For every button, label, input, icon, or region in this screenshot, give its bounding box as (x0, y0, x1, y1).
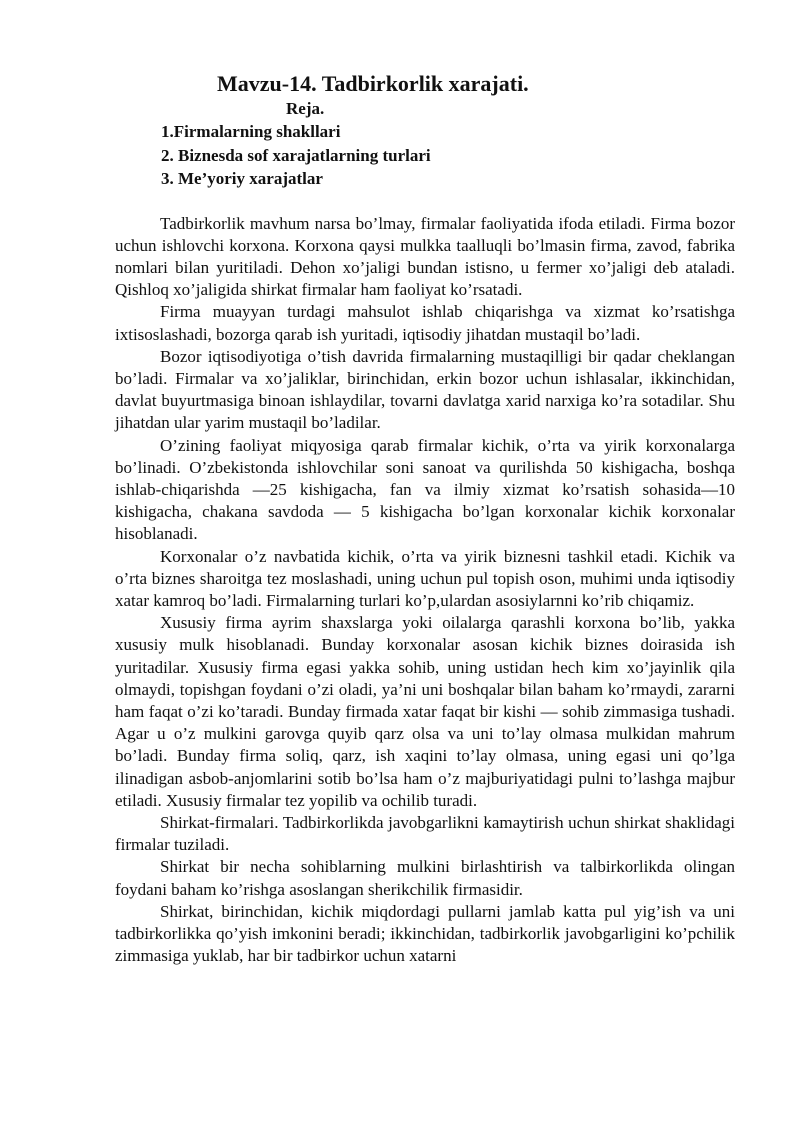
body-text (115, 213, 735, 968)
paragraph: O’zining faoliyat miqyosiga qarab firmalar kichik, o’rta va yirik korxonalarga bo’linadi. O’zbekistonda ishlovchilar soni sanoat va qurilishda 50 kishigacha, boshqa ishlab-chiqarishda —25 kishigacha, fan va ilmiy xizmat ko’rsatish sohasida—10 kishigacha, chakana savdoda — 5 kishigacha bo’lgan korxonalar kichik korxonalar hisoblanadi. (115, 435, 735, 544)
plan-item: 3. Me’yoriy xarajatlar (161, 169, 323, 188)
paragraph: Xususiy firma ayrim shaxslarga yoki oilalarga qarashli korxona bo’lib, yakka xususiy mulk hisoblanadi. Bunday korxonalar asosan kichik biznes doirasida ish yuritadilar. Xususiy firma egasi yakka sohib, uning ustidan hech kim xo’jayinlik qila olmaydi, topishgan foydani o’zi oladi, ya’ni uni boshqalar bilan baham ko’rmaydi, zararni ham faqat o’zi ko’taradi. Bunday firmada xatar faqat bir kishi — sohib zimmasiga tushadi. Agar u o’z mulkini garovga quyib qarz olsa va uni to’lay olmasa mulkidan mahrum bo’ladi. Bunday firma soliq, qarz, ish xaqini to’lay olmasa, uning egasi uni qo’lga ilinadigan asbob-anjomlarini sotib bo’lsa ham o’z majburiyatidagi pulni to’lashga majbur etiladi. Xususiy firmalar tez yopilib va ochilib turadi. (115, 613, 735, 810)
document-title: Mavzu-14. Tadbirkorlik xarajati. (217, 71, 529, 96)
paragraph: Korxonalar o’z navbatida kichik, o’rta va yirik biznesni tashkil etadi. Kichik va o’rta biznes sharoitga tez moslashadi, uning uchun pul topish oson, muhimi unda iqtisodiy xatar kamroq bo’ladi. Firmalarning turlari ko’p,ulardan asosiylarnni ko’rib chiqamiz. (115, 546, 735, 610)
paragraph: Firma muayyan turdagi mahsulot ishlab chiqarishga va xizmat ko’rsatishga ixtisoslashadi, bozorga qarab ish yuritadi, iqtisodiy jihatdan mustaqil bo’ladi. (115, 302, 735, 344)
paragraph: Shirkat bir necha sohiblarning mulkini birlashtirish va talbirkorlikda olingan foydani baham ko’rishga asoslangan sherikchilik firmasidir. (115, 857, 735, 899)
plan-heading: Reja. (286, 99, 325, 118)
paragraph: Shirkat, birinchidan, kichik miqdordagi pullarni jamlab katta pul yig’ish va uni tadbirkorlikka qo’yish imkonini beradi; ikkinchidan, tadbirkorlik javobgarligini ko’pchilik zimmasiga yuklab, har bir tadbirkor uchun xatarni (115, 901, 735, 966)
paragraph: Bozor iqtisodiyotiga o’tish davrida firmalarning mustaqilligi bir qadar cheklangan bo’ladi. Firmalar va xo’jaliklar, birinchidan, erkin bozor uchun ishlasalar, ikkinchidan, davlat buyurtmasiga binoan ishlaydilar, tovarni davlatga xarid narxiga ko’ra sotadilar. Shu jihatdan ular yarim mustaqil bo’ladilar. (115, 346, 735, 433)
paragraph: Tadbirkorlik mavhum narsa bo’lmay, firmalar faoliyatida ifoda etiladi. Firma bozor uchun ishlovchi korxona. Korxona qaysi mulkka taalluqli bo’lmasin firma, zavod, fabrika nomlari bilan yuritiladi. Dehon xo’jaligi bundan istisno, u fermer xo’jaligi deb ataladi. Qishloq xo’jaligida shirkat firmalar ham faoliyat ko’rsatadi. (115, 213, 735, 300)
plan-item: 2. Biznesda sof xarajatlarning turlari (161, 145, 431, 165)
paragraph: Shirkat-firmalari. Tadbirkorlikda javobgarlikni kamaytirish uchun shirkat shaklidagi firmalar tuziladi. (115, 812, 735, 855)
plan-item: 1.Firmalarning shakllari (161, 122, 341, 141)
plan-list (115, 120, 735, 191)
document-page (115, 70, 735, 967)
